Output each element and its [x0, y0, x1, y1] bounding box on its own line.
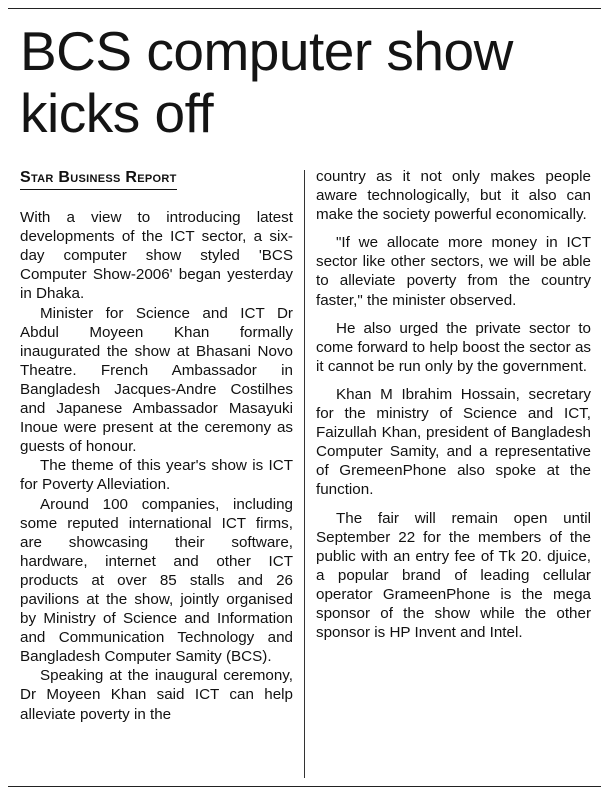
bottom-rule: [8, 786, 601, 787]
article-right-column: [316, 167, 591, 651]
paragraph: "If we allocate more money in ICT sector like other sectors, we will be able to alleviate poverty from the country faster," the minister observed.: [316, 234, 591, 309]
paragraph: Around 100 companies, including some reputed international ICT firms, are showcasing their software, hardware, internet and other ICT products at over 85 stalls and 26 pavilions at the show, jointly organised by Ministry of Science and Information and Communication Technology and Bangladesh Computer Samity (BCS).: [20, 495, 293, 666]
headline: BCS computer show kicks off: [20, 20, 513, 144]
paragraph: Minister for Science and ICT Dr Abdul Moyeen Khan formally inaugurated the show at Bhasani Novo Theatre. French Ambassador in Bangladesh Jacques-Andre Costilhes and Japanese Ambassador Masayuki Inoue were present at the ceremony as guests of honour.: [20, 304, 293, 456]
paragraph: Khan M Ibrahim Hossain, secretary for the ministry of Science and ICT, Faizullah Khan, president of Bangladesh Computer Samity, and a representative of GremeenPhone also spoke at the function.: [316, 385, 591, 499]
paragraph: The theme of this year's show is ICT for Poverty Alleviation.: [20, 457, 293, 494]
byline: Star Business Report: [20, 168, 177, 190]
article-left-column: [20, 168, 293, 724]
column-divider: [304, 170, 305, 778]
paragraph: country as it not only makes people aware technologically, but it also can make the society powerful economically.: [316, 168, 591, 224]
paragraph: He also urged the private sector to come forward to help boost the sector as it cannot be run only by the government.: [316, 319, 591, 375]
paragraph: The fair will remain open until September 22 for the members of the public with an entry fee of Tk 20. djuice, a popular brand of leading cellular operator GrameenPhone is the mega sponsor of the show while the other sponsor is HP Invent and Intel.: [316, 509, 591, 642]
top-rule: [8, 8, 601, 9]
paragraph: With a view to introducing latest developments of the ICT sector, a six-day computer show styled 'BCS Computer Show-2006' began yesterday in Dhaka.: [20, 209, 293, 303]
paragraph: Speaking at the inaugural ceremony, Dr Moyeen Khan said ICT can help alleviate poverty in the: [20, 667, 293, 723]
